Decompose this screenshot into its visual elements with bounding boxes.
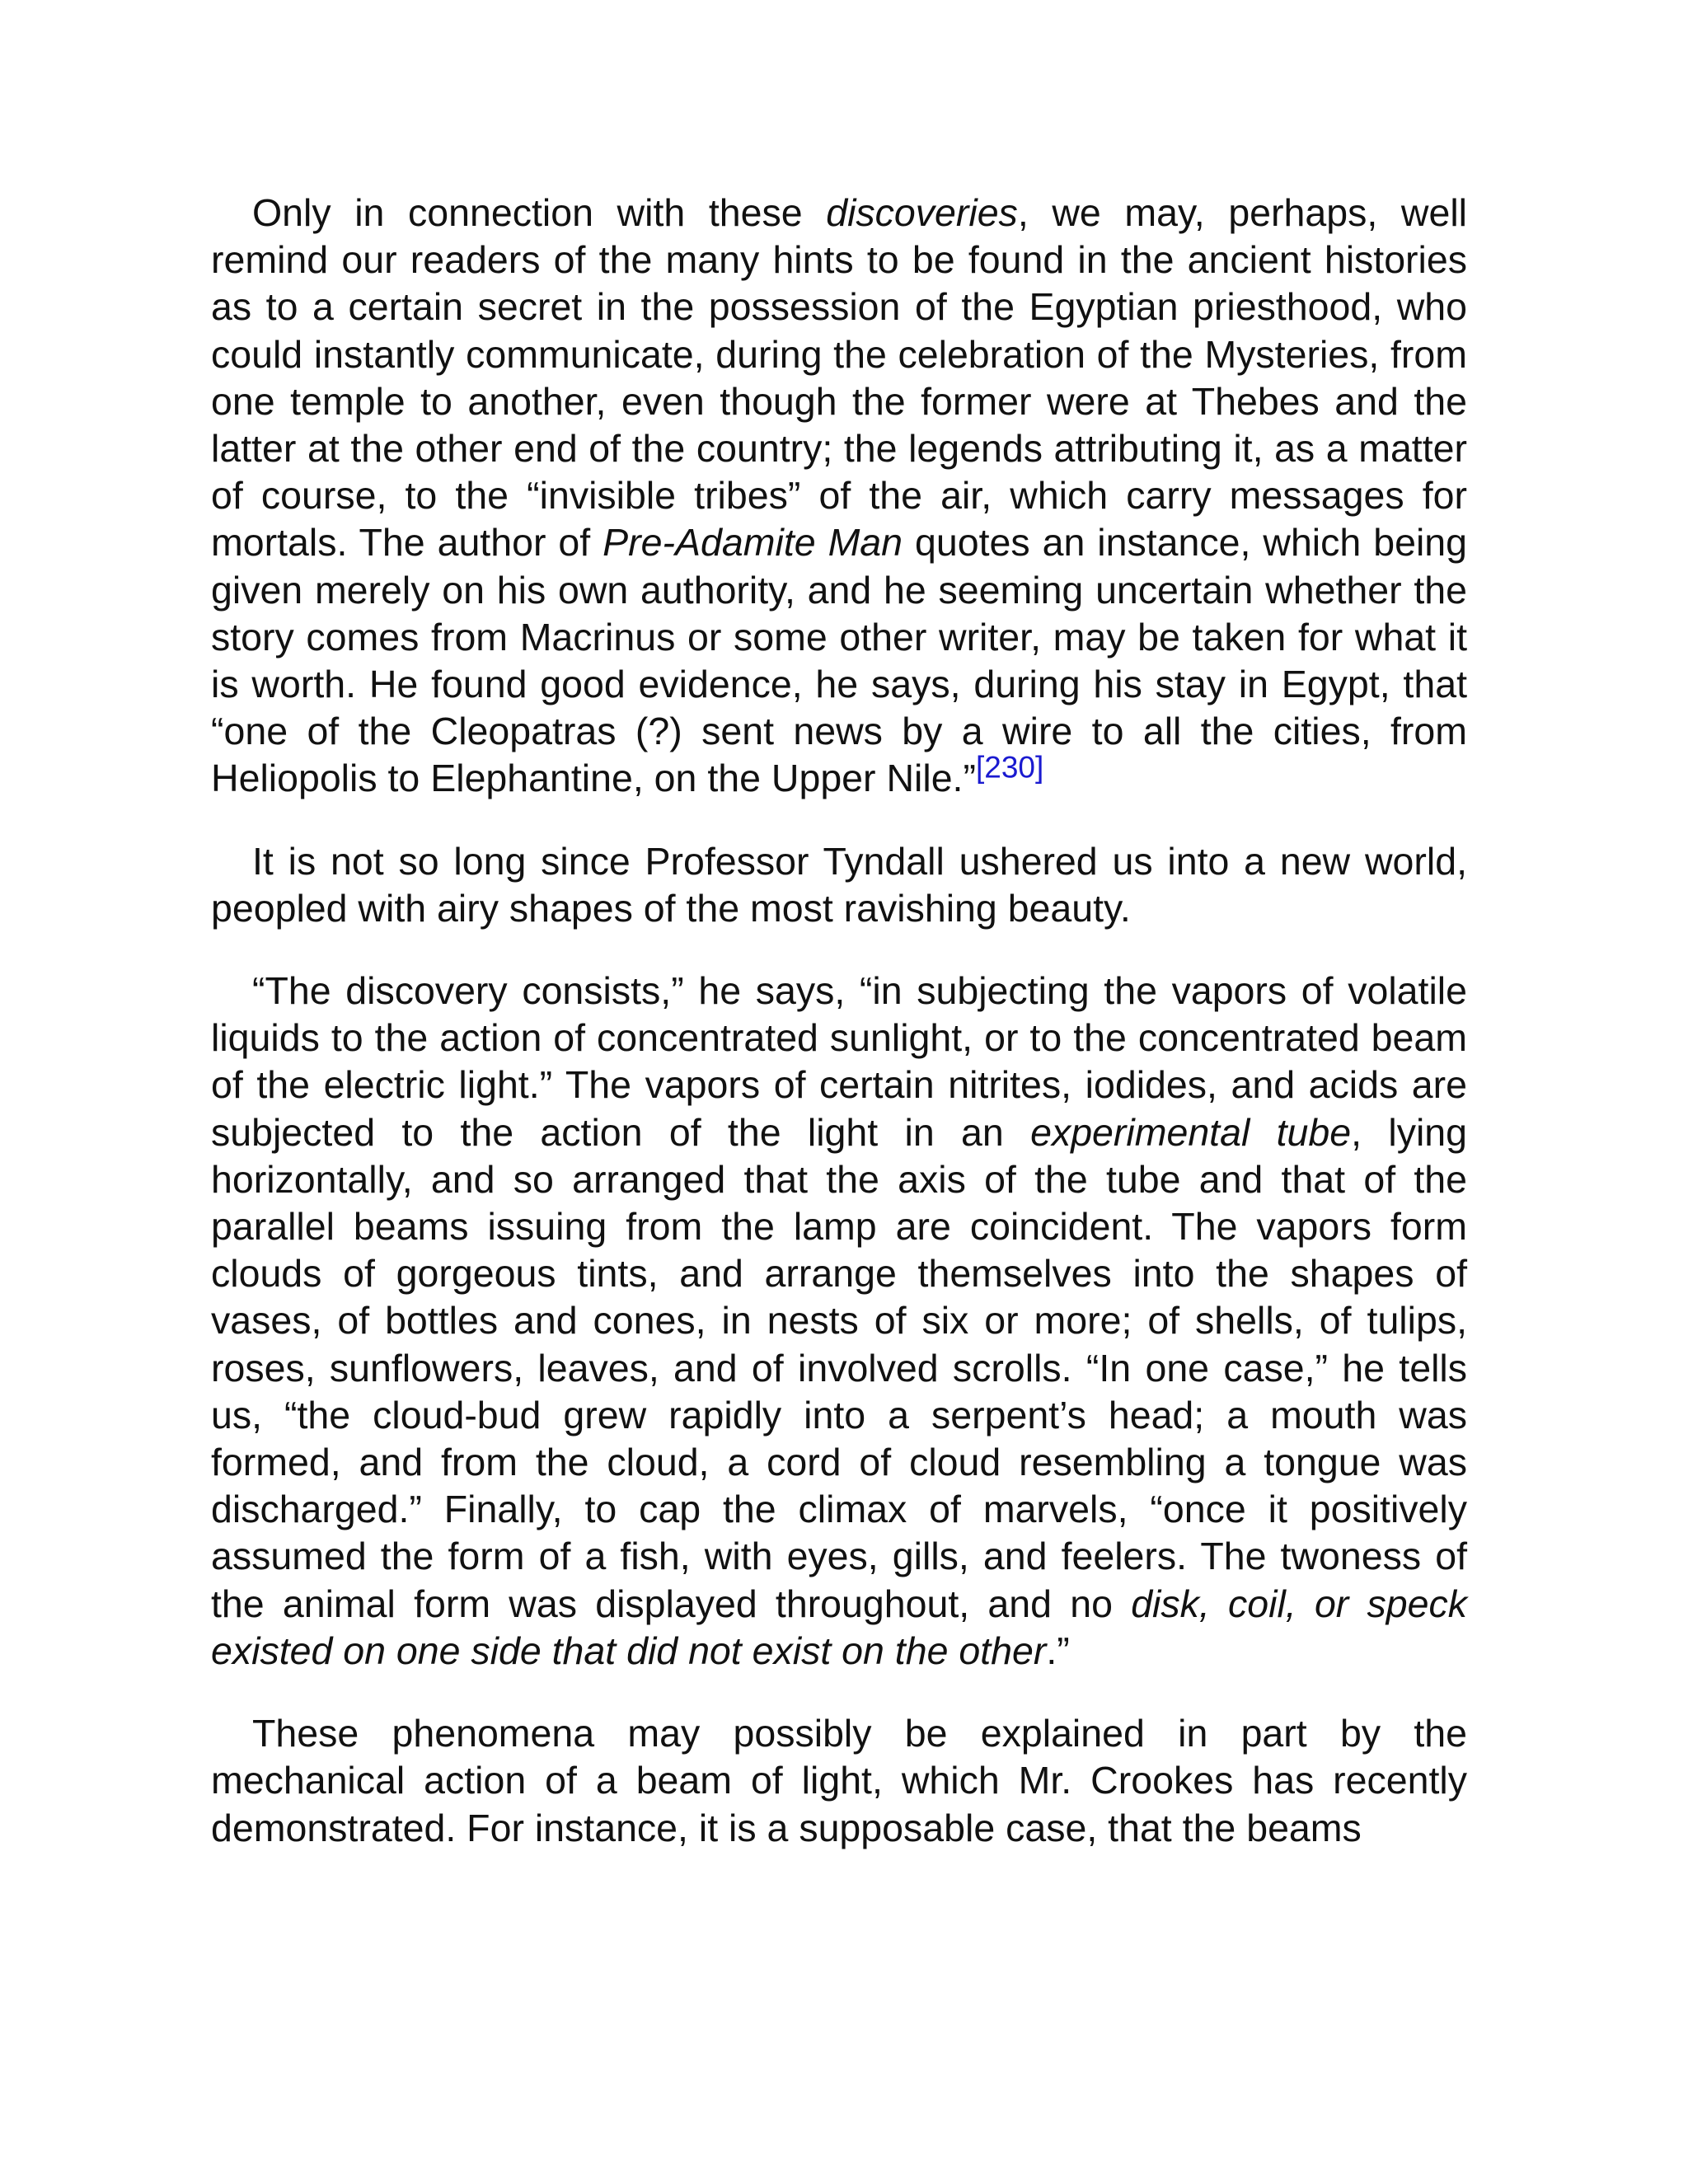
italic-segment: discoveries bbox=[826, 191, 1018, 234]
paragraph-4 bbox=[211, 1710, 1467, 1852]
text-segment: .” bbox=[1046, 1629, 1070, 1672]
text-segment: Only in connection with these bbox=[252, 191, 827, 234]
italic-segment: Pre-Adamite Man bbox=[603, 521, 903, 565]
text-segment: , lying horizontally, and so arranged that the axis of the tube and that of the parallel beams issuing from the lamp are coincident. The vapors form clouds of gorgeous tints, and arrange themselves into the shapes of vases, of bottles and cones, in nests of six or more; of shells, of tulips, roses, sunflowers, leaves, and of involved scrolls. “In one case,” he tells us, “the cloud-bud grew rapidly into a serpent’s head; a mouth was formed, and from the cloud, a cord of cloud resembling a tongue was discharged.” Finally, to cap the climax of marvels, “once it positively assumed the form of a fish, with eyes, gills, and feelers. The twoness of the animal form was displayed throughout, and no bbox=[211, 1110, 1467, 1625]
paragraph-3 bbox=[211, 968, 1467, 1675]
document-page bbox=[211, 190, 1467, 1852]
italic-segment: disk, coil, or speck existed on one side that did not exist on the other bbox=[211, 1582, 1467, 1672]
footnote-link[interactable]: [230] bbox=[975, 750, 1044, 785]
text-segment: “The discovery consists,” he says, “in subjecting the vapors of volatile liquids to the action of concentrated sunlight, or to the concentrated beam of the electric light.” The vapors of certain nitrites, iodides, and acids are subjected to the action of the light in an bbox=[211, 969, 1467, 1154]
text-segment: It is not so long since Professor Tyndall ushered us into a new world, peopled with airy shapes of the most ravishing beauty. bbox=[211, 839, 1467, 930]
text-segment: These phenomena may possibly be explained in part by the mechanical action of a beam of light, which Mr. Crookes has recently demonstrated. For instance, it is a supposable case, that the beams bbox=[211, 1712, 1467, 1849]
text-segment: quotes an instance, which being given merely on his own authority, and he seeming uncertain whether the story comes from Macrinus or some other writer, may be taken for what it is worth. He found good evidence, he says, during his stay in Egypt, that “one of the Cleopatras (?) sent news by a wire to all the cities, from Heliopolis to Elephantine, on the Upper Nile.” bbox=[211, 521, 1467, 800]
text-segment: , we may, perhaps, well remind our readers of the many hints to be found in the ancient histories as to a certain secret in the possession of the Egyptian priesthood, who could instantly communicate, during the celebration of the Mysteries, from one temple to another, even though the former were at Thebes and the latter at the other end of the country; the legends attributing it, as a matter of course, to the “invisible tribes” of the air, which carry messages for mortals. The author of bbox=[211, 191, 1467, 565]
paragraph-1 bbox=[211, 190, 1467, 803]
paragraph-2 bbox=[211, 838, 1467, 932]
italic-segment: experimental tube bbox=[1030, 1110, 1352, 1154]
